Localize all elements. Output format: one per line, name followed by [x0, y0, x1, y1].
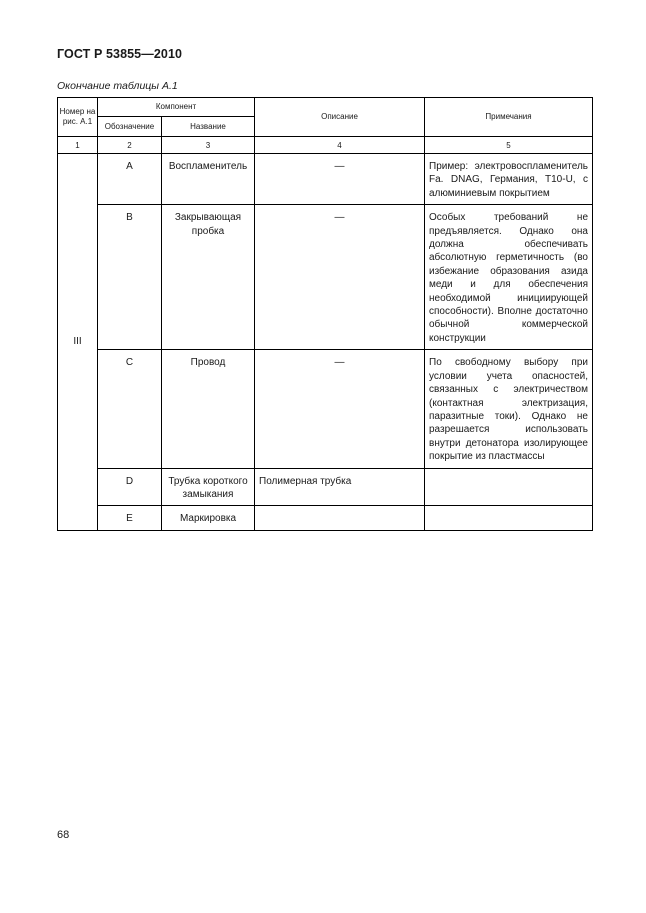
- table-row: [58, 506, 593, 530]
- designation-cell: E: [98, 506, 162, 530]
- column-number: 2: [98, 137, 162, 154]
- name-cell: Трубка короткого замыкания: [162, 468, 255, 506]
- components-table: [57, 97, 593, 531]
- designation-cell: D: [98, 468, 162, 506]
- name-cell: Маркировка: [162, 506, 255, 530]
- name-cell: Воспламенитель: [162, 154, 255, 205]
- header-name: Название: [162, 117, 255, 137]
- description-cell: —: [255, 350, 425, 468]
- notes-cell: [425, 506, 593, 530]
- table-row: [58, 350, 593, 468]
- table-row: [58, 205, 593, 350]
- notes-cell: Особых требований не предъявляется. Однако она должна обеспечивать абсолютную герметичность (во избежание образования азида меди и для обеспечения необходимой инициирующей способности). Вполне достаточно обычной коммерческой конструкции: [425, 205, 593, 350]
- description-cell: Полимерная трубка: [255, 468, 425, 506]
- designation-cell: B: [98, 205, 162, 350]
- table-caption: Окончание таблицы А.1: [57, 80, 178, 92]
- description-cell: —: [255, 205, 425, 350]
- designation-cell: A: [98, 154, 162, 205]
- notes-cell: [425, 468, 593, 506]
- name-cell: Закрывающая пробка: [162, 205, 255, 350]
- header-description: Описание: [255, 98, 425, 137]
- header-designation: Обозначение: [98, 117, 162, 137]
- notes-cell: По свободному выбору при условии учета опасностей, связанных с электричеством (контактная электризация, паразитные токи). Однако не разрешается использовать внутри детонатора изолирующее покрытие из пластмассы: [425, 350, 593, 468]
- column-number: 3: [162, 137, 255, 154]
- column-number: 1: [58, 137, 98, 154]
- header-fig-number: Номер на рис. А.1: [58, 98, 98, 137]
- page-number: 68: [57, 829, 70, 841]
- notes-cell: Пример: электровоспламенитель Fa. DNAG, Германия, T10-U, с алюминиевым покрытием: [425, 154, 593, 205]
- document-title: ГОСТ Р 53855—2010: [57, 47, 183, 61]
- name-cell: Провод: [162, 350, 255, 468]
- description-cell: —: [255, 154, 425, 205]
- description-cell: [255, 506, 425, 530]
- table-row: [58, 468, 593, 506]
- column-number: 4: [255, 137, 425, 154]
- column-number: 5: [425, 137, 593, 154]
- header-notes: Примечания: [425, 98, 593, 137]
- fig-number-cell: III: [58, 154, 98, 531]
- designation-cell: C: [98, 350, 162, 468]
- header-component: Компонент: [98, 98, 255, 117]
- table-row: [58, 154, 593, 205]
- column-number-row: [58, 137, 593, 154]
